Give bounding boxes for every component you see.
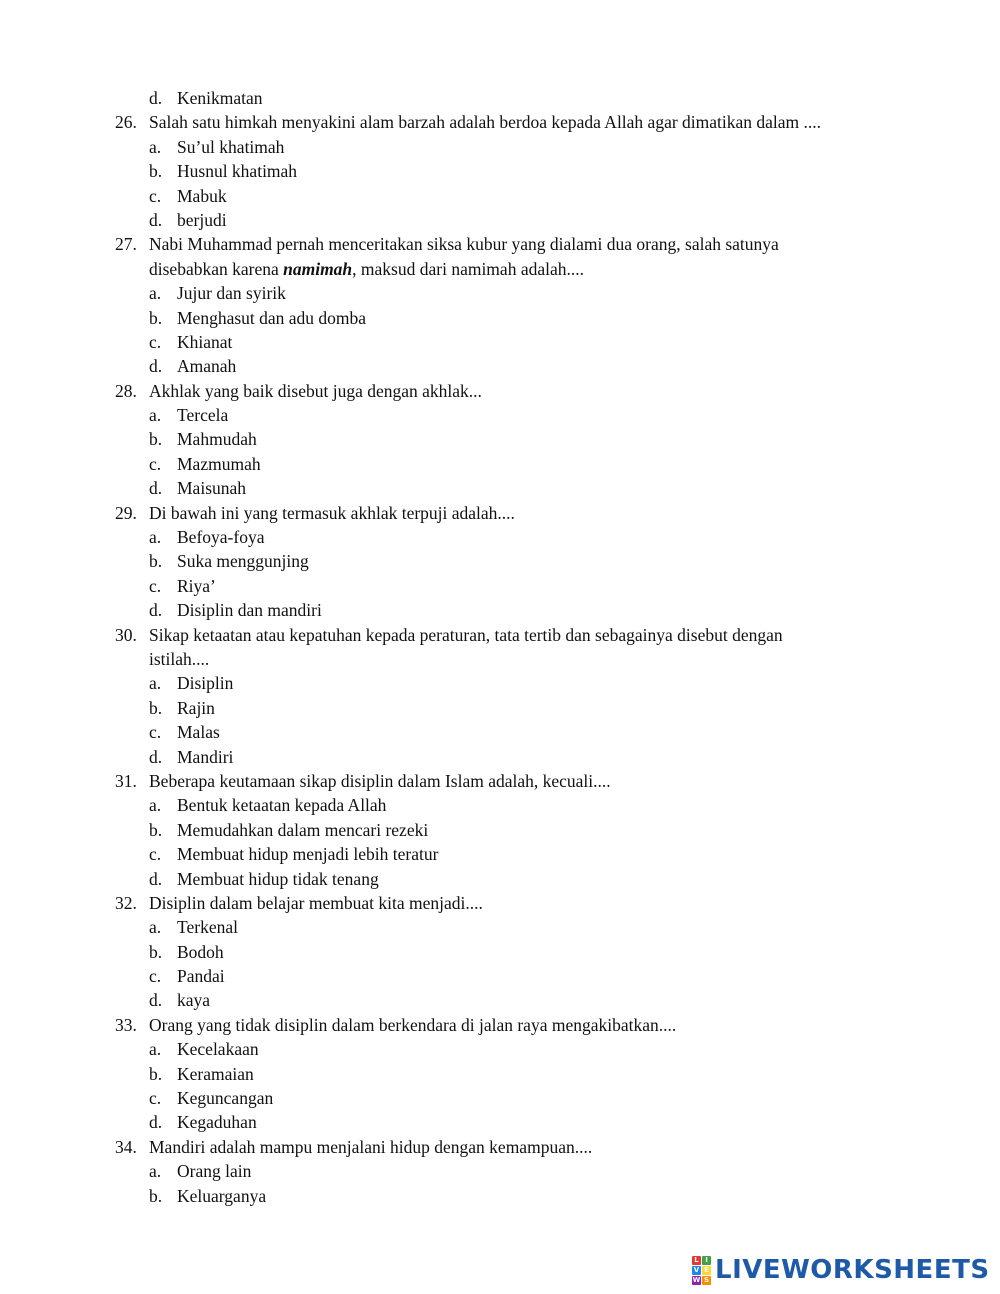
question-29 (0, 501, 1000, 525)
question-text-part: disebabkan karena (149, 258, 284, 279)
question-text: Beberapa keutamaan sikap disiplin dalam Islam adalah, kecuali.... (149, 770, 611, 791)
option-letter: b. (149, 551, 163, 572)
option-letter: d. (149, 356, 163, 377)
question-30 (0, 623, 1000, 647)
question-text: Salah satu himkah menyakini alam barzah adalah berdoa kepada Allah agar dimatikan dalam .... (149, 112, 822, 133)
option-text: berjudi (177, 209, 227, 230)
option-row (0, 988, 1000, 1012)
option-text: Bentuk ketaatan kepada Allah (177, 795, 387, 816)
option-row (0, 1062, 1000, 1086)
option-text: Suka menggunjing (177, 551, 309, 572)
question-text: Akhlak yang baik disebut juga dengan akhlak... (149, 380, 482, 401)
option-letter: c. (149, 575, 162, 596)
logo-tile: W (692, 1275, 701, 1284)
liveworksheets-logo-text: LIVEWORKSHEETS (715, 1255, 990, 1285)
question-number: 28. (115, 380, 137, 401)
option-text: Maisunah (177, 478, 247, 499)
question-number: 27. (115, 234, 137, 255)
option-row (0, 354, 1000, 378)
option-text: Riya’ (177, 575, 216, 596)
question-34 (0, 1135, 1000, 1159)
emphasized-term: namimah (283, 258, 353, 279)
option-row (0, 525, 1000, 549)
logo-tile: V (693, 1265, 700, 1274)
option-text: Keluarganya (177, 1185, 267, 1206)
option-letter: d. (149, 990, 163, 1011)
option-row (0, 476, 1000, 500)
question-text-continuation (149, 257, 584, 281)
option-text: Mazmumah (177, 453, 261, 474)
option-row (0, 793, 1000, 817)
question-28 (0, 379, 1000, 403)
option-letter: d. (149, 600, 163, 621)
option-letter: b. (149, 429, 163, 450)
option-text: Keramaian (177, 1063, 254, 1084)
question-number: 26. (115, 112, 137, 133)
worksheet-page (0, 86, 1000, 1208)
option-letter: b. (149, 1063, 163, 1084)
logo-tile: S (703, 1275, 710, 1284)
option-row (0, 574, 1000, 598)
logo-tile: I (702, 1256, 711, 1265)
option-text: Orang lain (177, 1161, 252, 1182)
option-text: Rajin (177, 697, 215, 718)
question-27-continuation (0, 257, 1000, 281)
option-letter: b. (149, 161, 163, 182)
option-letter: c. (149, 331, 162, 352)
option-text: Menghasut dan adu domba (177, 307, 367, 328)
option-text: Kegaduhan (177, 1112, 257, 1133)
option-row (0, 330, 1000, 354)
question-text: Di bawah ini yang termasuk akhlak terpuji adalah.... (149, 502, 515, 523)
option-text: Khianat (177, 331, 233, 352)
logo-tile: E (702, 1266, 711, 1275)
option-letter: d. (149, 746, 163, 767)
option-letter: d. (149, 1112, 163, 1133)
option-row (0, 549, 1000, 573)
option-row (0, 452, 1000, 476)
question-30-continuation (0, 647, 1000, 671)
option-text: Kecelakaan (177, 1039, 259, 1060)
option-letter: c. (149, 1088, 162, 1109)
option-letter: a. (149, 136, 162, 157)
option-letter: b. (149, 1185, 163, 1206)
option-row (0, 818, 1000, 842)
logo-tile: L (692, 1256, 701, 1265)
option-letter: a. (149, 917, 162, 938)
option-row (0, 1159, 1000, 1183)
option-row (0, 159, 1000, 183)
liveworksheets-logo (692, 1256, 990, 1284)
option-letter: a. (149, 283, 162, 304)
option-text: kaya (177, 990, 211, 1011)
option-letter: a. (149, 673, 162, 694)
option-row (0, 915, 1000, 939)
liveworksheets-logo-icon (692, 1256, 711, 1285)
option-letter: a. (149, 1039, 162, 1060)
option-text: Befoya-foya (177, 527, 265, 548)
option-row (0, 208, 1000, 232)
question-text: Disiplin dalam belajar membuat kita menjadi.... (149, 892, 483, 913)
question-27 (0, 232, 1000, 256)
question-text-continuation: istilah.... (149, 648, 210, 669)
option-letter: c. (149, 844, 162, 865)
option-text: Memudahkan dalam mencari rezeki (177, 819, 429, 840)
option-letter: c. (149, 453, 162, 474)
option-letter: d. (149, 209, 163, 230)
option-text: Terkenal (177, 917, 238, 938)
option-row (0, 940, 1000, 964)
question-number: 30. (115, 624, 137, 645)
option-row (0, 696, 1000, 720)
option-row (0, 745, 1000, 769)
option-text: Mabuk (177, 185, 227, 206)
option-row (0, 306, 1000, 330)
option-row (0, 427, 1000, 451)
option-letter: d. (149, 88, 163, 108)
option-text: Tercela (177, 405, 229, 426)
option-letter: a. (149, 1161, 162, 1182)
option-row (0, 281, 1000, 305)
option-text: Husnul khatimah (177, 161, 298, 182)
question-33 (0, 1013, 1000, 1037)
option-letter: c. (149, 966, 162, 987)
question-text: Orang yang tidak disiplin dalam berkendara di jalan raya mengakibatkan.... (149, 1014, 677, 1035)
option-letter: c. (149, 722, 162, 743)
option-letter: d. (149, 478, 163, 499)
option-text: Mandiri (177, 746, 234, 767)
option-text: Bodoh (177, 941, 224, 962)
option-row (0, 1184, 1000, 1208)
option-letter: b. (149, 307, 163, 328)
question-number: 33. (115, 1014, 137, 1035)
option-letter: b. (149, 697, 163, 718)
question-number: 29. (115, 502, 137, 523)
option-letter: a. (149, 405, 162, 426)
question-number: 34. (115, 1136, 137, 1157)
option-text: Malas (177, 722, 220, 743)
question-number: 32. (115, 892, 137, 913)
option-row (0, 867, 1000, 891)
option-letter: d. (149, 868, 163, 889)
option-row (0, 598, 1000, 622)
option-row (0, 135, 1000, 159)
option-text: Membuat hidup menjadi lebih teratur (177, 844, 439, 865)
option-row (0, 1086, 1000, 1110)
option-letter: c. (149, 185, 162, 206)
option-text: Disiplin (177, 673, 234, 694)
question-text: Nabi Muhammad pernah menceritakan siksa kubur yang dialami dua orang, salah satunya (149, 234, 779, 255)
option-letter: a. (149, 527, 162, 548)
option-row (0, 964, 1000, 988)
question-text-part: , maksud dari namimah adalah.... (352, 258, 584, 279)
option-letter: b. (149, 941, 163, 962)
question-number: 31. (115, 770, 137, 791)
option-row (0, 403, 1000, 427)
question-32 (0, 891, 1000, 915)
question-26 (0, 110, 1000, 134)
option-text: Su’ul khatimah (177, 136, 285, 157)
option-row (0, 842, 1000, 866)
option-text: Membuat hidup tidak tenang (177, 868, 379, 889)
option-row (0, 184, 1000, 208)
question-text: Mandiri adalah mampu menjalani hidup dengan kemampuan.... (149, 1136, 593, 1157)
option-text: Disiplin dan mandiri (177, 600, 322, 621)
option-text: Mahmudah (177, 429, 257, 450)
option-row (0, 1037, 1000, 1061)
option-text: Keguncangan (177, 1088, 274, 1109)
option-text: Pandai (177, 966, 225, 987)
option-text: Kenikmatan (177, 88, 263, 108)
option-text: Amanah (177, 356, 237, 377)
option-row (0, 86, 1000, 110)
option-row (0, 720, 1000, 744)
option-letter: a. (149, 795, 162, 816)
option-row (0, 1110, 1000, 1134)
question-text: Sikap ketaatan atau kepatuhan kepada peraturan, tata tertib dan sebagainya disebut dengan (149, 624, 783, 645)
question-31 (0, 769, 1000, 793)
option-text: Jujur dan syirik (177, 283, 286, 304)
option-letter: b. (149, 819, 163, 840)
option-row (0, 671, 1000, 695)
